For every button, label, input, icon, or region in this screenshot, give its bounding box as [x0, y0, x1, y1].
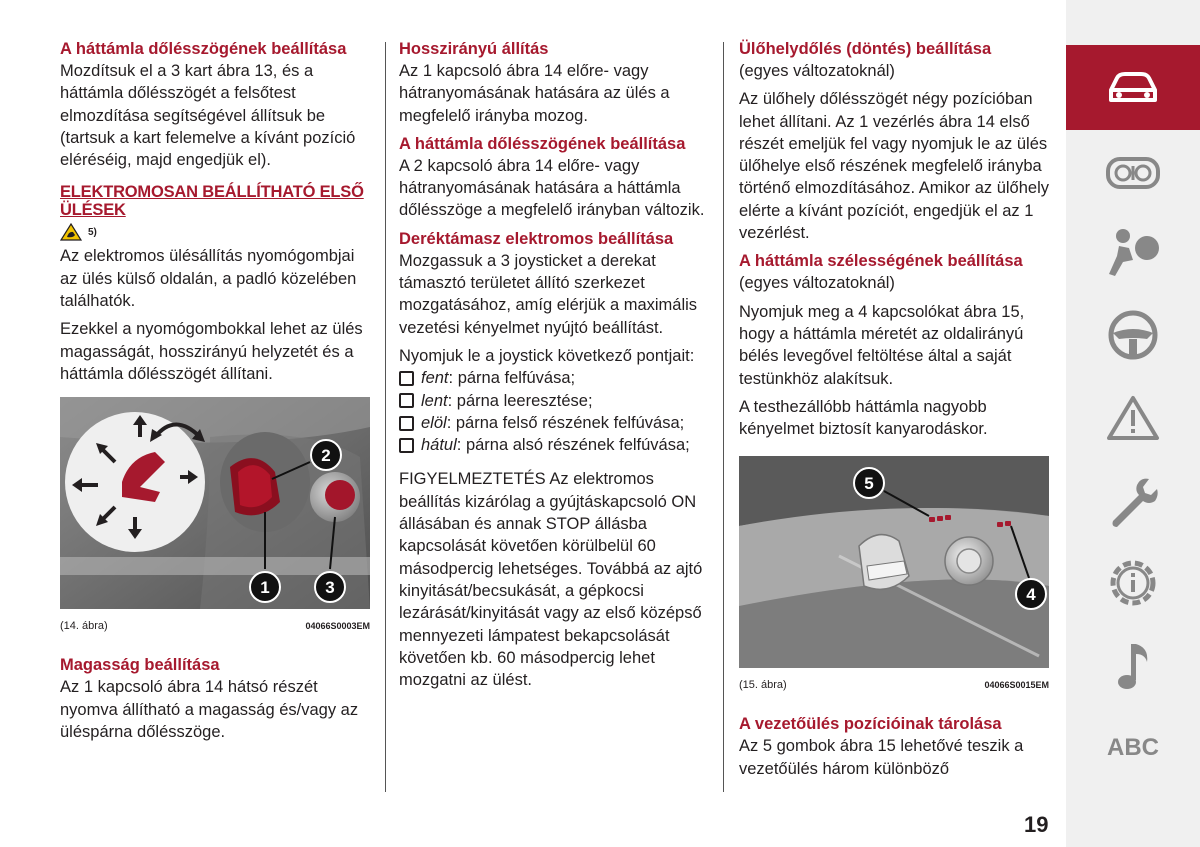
music-note-icon — [1111, 640, 1155, 692]
sidebar-item-technical[interactable] — [1066, 553, 1200, 613]
heading-cushion-tilt: Ülőhelydőlés (döntés) beállítása — [739, 40, 992, 58]
heading-backrest-tilt: A háttámla dőlésszögének beállítása — [60, 40, 347, 58]
dashboard-icon — [1105, 156, 1161, 190]
list-item — [399, 412, 709, 434]
heading-height-adjust: Magasság beállítása — [60, 656, 220, 675]
list-item — [399, 367, 709, 389]
paragraph: Mozdítsuk el a 3 kart ábra 13, és a háttámla dőlésszögét a felsőtest elmozdítása segítségével állítsuk be (tartsuk a kart felemelve a kívánt pozíció eléréséig, majd engedjük el). — [60, 62, 356, 170]
list-text: : párna felső részének felfúvása; — [446, 413, 685, 432]
column-2 — [399, 38, 709, 691]
paragraph: Az 5 gombok ábra 15 lehetővé teszik a vezetőülés három különböző — [739, 737, 1024, 778]
callout-label: 3 — [325, 578, 335, 598]
sidebar-item-safety[interactable] — [1066, 222, 1200, 282]
sidebar-item-maintenance[interactable] — [1066, 470, 1200, 535]
paragraph: Az 1 kapcsoló ábra 14 előre- vagy hátranyomásának hatására az ülés a megfelelő irányba mozog. — [399, 62, 670, 125]
page-number: 19 — [1024, 812, 1049, 837]
list-text: : párna felfúvása; — [448, 369, 576, 388]
list-term: fent — [421, 369, 449, 388]
airbag-icon — [1105, 226, 1161, 278]
info-gear-icon — [1106, 556, 1160, 610]
sidebar-item-dashboard[interactable] — [1066, 145, 1200, 200]
warning-triangle-icon — [1106, 394, 1160, 442]
warning-reference: 5) — [88, 226, 97, 238]
figure-code: 04066S0003EM — [305, 621, 370, 632]
callout-label: 5 — [864, 474, 874, 494]
list-item — [399, 390, 709, 412]
lumbar-list — [399, 367, 709, 456]
section-heading-line: ÜLÉSEK — [60, 201, 126, 220]
sidebar-item-warnings[interactable] — [1066, 388, 1200, 448]
sidebar-item-index[interactable] — [1066, 725, 1200, 770]
checkbox-bullet-icon — [399, 393, 414, 408]
paragraph: Nyomjuk le a joystick következő pontjait: — [399, 346, 695, 365]
list-term: elöl — [421, 413, 447, 432]
heading-lumbar: Deréktámasz elektromos beállítása — [399, 229, 674, 248]
sidebar-item-driving[interactable] — [1066, 305, 1200, 365]
sidebar-item-multimedia[interactable] — [1066, 636, 1200, 696]
heading-longitudinal: Hosszirányú állítás — [399, 40, 549, 58]
heading-memory: A vezetőülés pozícióinak tárolása — [739, 715, 1002, 734]
figure-caption: (15. ábra) — [739, 679, 787, 692]
column-divider — [385, 42, 386, 792]
paragraph: A 2 kapcsoló ábra 14 előre- vagy hátranyomásának hatására a háttámla dőlésszöge a megfelelő irányban változik. — [399, 156, 705, 220]
list-item — [399, 434, 709, 456]
list-text: : párna leeresztése; — [447, 391, 593, 410]
chapter-sidebar — [1066, 0, 1200, 847]
figure-caption-row — [60, 620, 370, 632]
paragraph: A testhezállóbb háttámla nagyobb kényelmet biztosít kanyarodáskor. — [739, 397, 988, 439]
paragraph-note: (egyes változatoknál) — [739, 274, 895, 293]
list-term: hátul — [421, 436, 457, 455]
seat-memory-controls-image — [739, 456, 1049, 668]
callout-label: 4 — [1026, 585, 1036, 605]
list-term: lent — [421, 391, 448, 410]
checkbox-bullet-icon — [399, 371, 414, 386]
wrench-icon — [1107, 475, 1159, 531]
steering-wheel-icon — [1107, 309, 1159, 361]
heading-backrest-width: A háttámla szélességének beállítása — [739, 252, 1023, 271]
paragraph: Az elektromos ülésállítás nyomógombjai az ülés külső oldalán, a padló közelében találhatók. — [60, 247, 357, 311]
section-heading-line: ELEKTROMOSAN BEÁLLÍTHATÓ ELSŐ — [60, 183, 364, 202]
column-1 — [60, 38, 370, 743]
warning-row — [60, 219, 370, 245]
sidebar-item-car[interactable] — [1066, 45, 1200, 130]
car-icon — [1105, 70, 1161, 106]
paragraph: Az ülőhely dőlésszögét négy pozícióban lehet állítani. Az 1 vezérlés ábra 14 első részét emeljük fel vagy nyomjuk le az ülés ülőhelye első részének megfelelő irányba történő elmozdításához. Amikor az ülőhely elérte a kívánt pozíciót, engedjük el az 1 vezérlést. — [739, 90, 1049, 243]
paragraph: Mozgassuk a 3 joysticket a derekat támasztó területet állító szerkezet mozgatásához, amíg elérjük a maximális vezetési kényelmet nyújtó beállítást. — [399, 251, 698, 337]
paragraph: Ezekkel a nyomógombokkal lehet az ülés magasságát, hosszirányú helyzetét és a háttámla dőlésszögét állítani. — [60, 320, 363, 383]
callout-label: 2 — [321, 446, 331, 466]
paragraph: Az 1 kapcsoló ábra 14 hátsó részét nyomva állítható a magasság és/vagy az üléspárna dőlésszöge. — [60, 678, 359, 741]
column-3 — [739, 38, 1049, 780]
warning-hand-icon — [60, 223, 82, 241]
warning-paragraph: FIGYELMEZTETÉS Az elektromos beállítás kizárólag a gyújtáskapcsoló ON állásában és annak STOP állásba kapcsolását követően körülbelül 60 másodpercig lehetséges. Továbbá az ajtó kinyitását/becsukását, a gépkocsi lezárását/kinyitását vagy az első középső mennyezeti lámpatest bekapcsolását követően kb. 60 másodpercig lehet mozgatni az ülést. — [399, 470, 703, 690]
column-divider — [723, 42, 724, 792]
list-text: : párna alsó részének felfúvása; — [456, 436, 690, 455]
checkbox-bullet-icon — [399, 416, 414, 431]
figure-code: 04066S0015EM — [984, 680, 1049, 691]
figure-caption-row — [739, 679, 1049, 691]
section-heading — [60, 183, 370, 219]
figure-15 — [739, 456, 1049, 691]
figure-caption: (14. ábra) — [60, 620, 108, 633]
figure-14 — [60, 397, 370, 632]
seat-controls-image — [60, 397, 370, 609]
paragraph: Nyomjuk meg a 4 kapcsolókat ábra 15, hogy a háttámla méretét az oldalirányú bélés levegővel feltöltése által a saját testünkhöz alakítsuk. — [739, 302, 1025, 388]
heading-backrest-tilt-electric: A háttámla dőlésszögének beállítása — [399, 134, 686, 153]
abc-index-label: ABC — [1107, 733, 1159, 761]
checkbox-bullet-icon — [399, 438, 414, 453]
callout-label: 1 — [260, 578, 270, 598]
paragraph-note: (egyes változatoknál) — [739, 62, 895, 80]
